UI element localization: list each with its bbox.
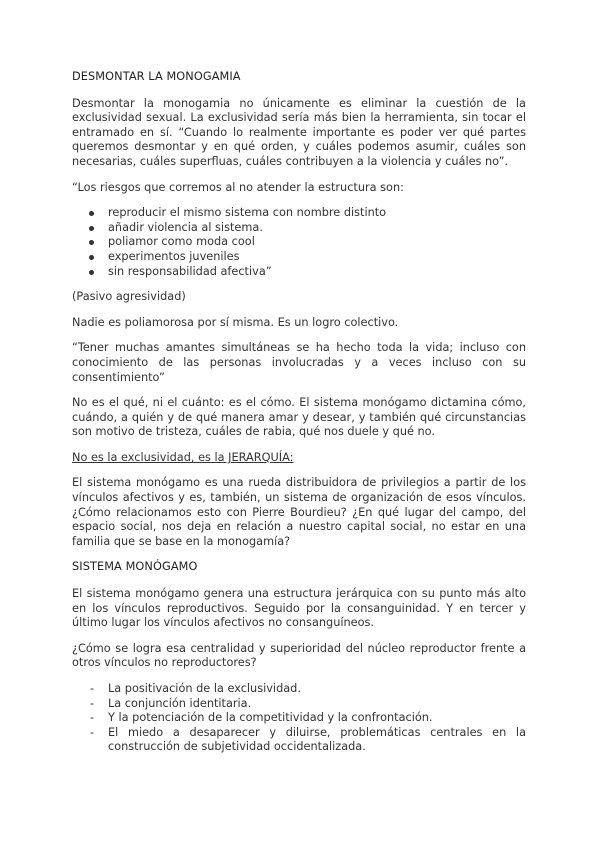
paragraph-como: No es el qué, ni el cuánto: es el cómo. El sistema monógamo dictamina cómo, cuándo, a quién y de qué manera amar y desear, y también qué circunstancias son motivo de tristeza, cuáles de rabia, qué nos duele y qué no. [72,396,526,439]
paragraph-risks-lead: “Los riesgos que corremos al no atender la estructura son: [72,180,404,194]
list-item: - La conjunción identitaria. [72,697,526,712]
paragraph-centralidad: ¿Cómo se logra esa centralidad y superioridad del núcleo reproductor frente a otros vínculos no reproductores? [72,641,526,670]
underlined-heading-jerarquia: No es la exclusividad, es la JERARQUÍA: [72,450,294,464]
paragraph-estructura: El sistema monógamo genera una estructura jerárquica con su punto más alto en los vínculos reproductivos. Seguido por la consanguinidad. Y en tercer y último lugar los vínculos afectivos no consanguíneos. [72,587,526,630]
risks-list [72,206,526,279]
list-item: - El miedo a desaparecer y diluirse, problemáticas centrales en la construcción de subjetividad occidentalizada. [72,726,526,755]
list-item: experimentos juveniles [72,250,526,265]
list-item: sin responsabilidad afectiva” [72,265,526,280]
section-title-sistema: SISTEMA MONÓGAMO [72,560,198,574]
list-item: reproducir el mismo sistema con nombre distinto [72,206,526,221]
document-body [72,70,526,766]
paragraph-intro: Desmontar la monogamia no únicamente es eliminar la cuestión de la exclusividad sexual. La exclusividad sería más bien la herramienta, sin tocar el entramado en sí. “Cuando lo realmente importante es poder ver qué partes queremos desmontar y en qué orden, y cuáles podemos asumir, cuáles son necesarias, cuáles superfluas, cuáles contribuyen a la violencia y cuáles no”. [72,96,526,168]
paragraph-rueda: El sistema monógamo es una rueda distribuidora de privilegios a partir de los vínculos afectivos y es, también, un sistema de organización de esos vínculos. ¿Cómo relacionamos esto con Pierre Bourdieu? ¿En qué lugar del campo, del espacio social, nos deja en relación a nuestro capital social, no estar en una familia que se base en la monogamía? [72,476,526,548]
list-item: añadir violencia al sistema. [72,221,526,236]
paragraph-quote-amantes: “Tener muchas amantes simultáneas se ha hecho toda la vida; incluso con conocimiento de las personas involucradas y a veces incluso con su consentimiento” [72,341,526,384]
list-item: - Y la potenciación de la competitividad y la confrontación. [72,711,526,726]
list-item: poliamor como moda cool [72,235,526,250]
means-list [72,682,526,755]
section-title-desmontar: DESMONTAR LA MONOGAMIA [72,70,241,83]
list-item: - La positivación de la exclusividad. [72,682,526,697]
paragraph-pasivo: (Pasivo agresividad) [72,290,186,304]
paragraph-nadie: Nadie es poliamorosa por sí misma. Es un logro colectivo. [72,315,399,329]
